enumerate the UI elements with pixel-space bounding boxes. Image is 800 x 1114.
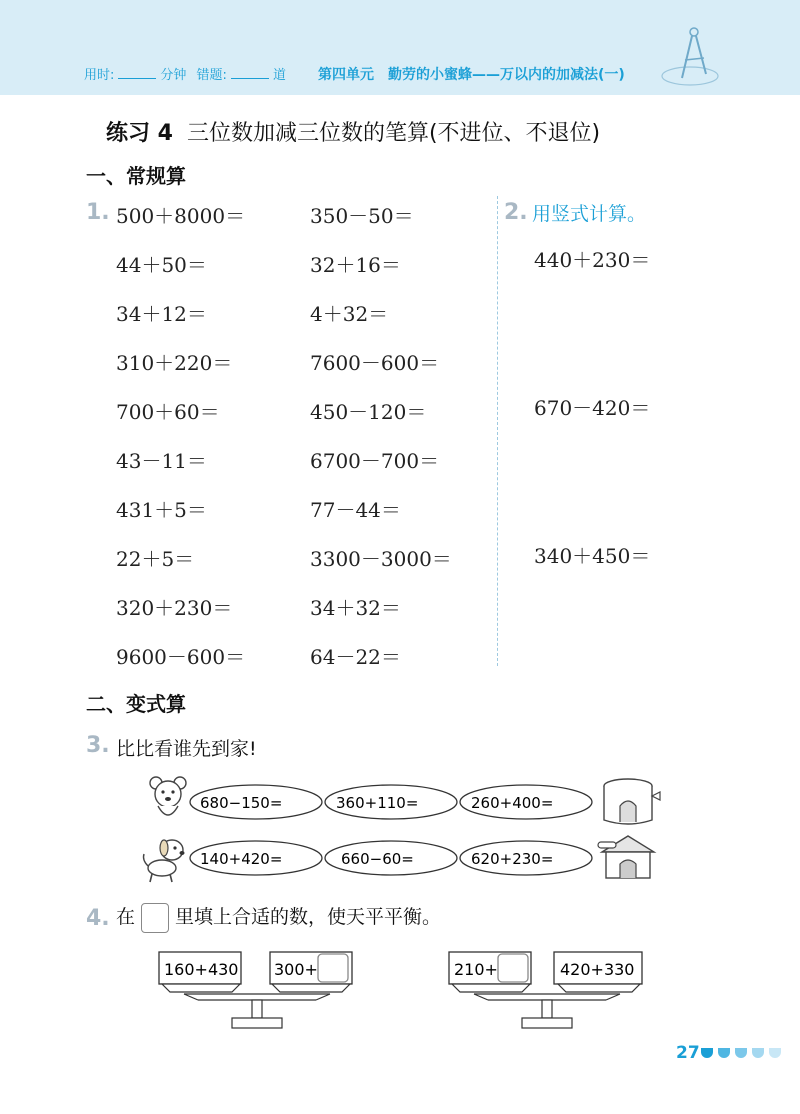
q1-col2-item-6: 6700－700＝	[310, 449, 440, 473]
scale-1-answer-box[interactable]	[318, 954, 348, 982]
q1-col1-item-1: 500＋8000＝	[116, 204, 246, 228]
q1-col2-item-10: 64－22＝	[310, 645, 401, 669]
q4-instruction	[116, 902, 441, 933]
scale-1-right-expr: 300+	[274, 960, 318, 979]
q1-col1-item-7: 431＋5＝	[116, 498, 207, 522]
q1-col1-item-10: 9600－600＝	[116, 645, 246, 669]
scale-2-left-expr: 210+	[454, 960, 498, 979]
column-divider	[497, 196, 498, 666]
q4-text-before: 在	[116, 906, 136, 928]
q3-expr-2-1: 140+420=	[200, 850, 283, 868]
q2-item-2: 670－420＝	[534, 396, 651, 420]
q1-col2-item-1: 350－50＝	[310, 204, 414, 228]
q1-col1-item-2: 44＋50＝	[116, 253, 207, 277]
doghouse-icon	[596, 830, 660, 882]
q3-expr-1-1: 680−150=	[200, 794, 283, 812]
q1-column-2	[310, 200, 452, 690]
q1-col2-item-4: 7600－600＝	[310, 351, 440, 375]
q1-col2-item-3: 4＋32＝	[310, 302, 389, 326]
section-1-heading: 一、常规算	[86, 164, 186, 188]
q3-row-1	[188, 782, 600, 822]
time-blank[interactable]	[118, 68, 156, 79]
q3-expr-2-3: 620+230=	[471, 850, 554, 868]
page-title	[106, 116, 600, 147]
q1-col2-item-7: 77－44＝	[310, 498, 401, 522]
q3-expr-2-2: 660−60=	[341, 850, 414, 868]
scale-2-right-expr: 420+330	[560, 960, 635, 979]
q4-text-after: 里填上合适的数，使天平平衡。	[175, 906, 442, 928]
time-field	[84, 64, 286, 83]
q1-col2-item-8: 3300－3000＝	[310, 547, 452, 571]
drop-icon	[752, 1048, 764, 1058]
page-number: 27	[676, 1043, 700, 1063]
q1-col1-item-6: 43－11＝	[116, 449, 207, 473]
exercise-label: 练习 4	[106, 121, 173, 146]
dog-icon	[140, 836, 192, 884]
errors-label: 错题:	[196, 68, 227, 83]
scale-2-answer-box[interactable]	[498, 954, 528, 982]
q3-row-2	[188, 838, 600, 878]
minute-label: 分钟	[160, 68, 187, 83]
drop-icon	[701, 1048, 713, 1058]
scale-2	[448, 946, 648, 1038]
q1-col1-item-9: 320＋230＝	[116, 596, 233, 620]
section-2-heading: 二、变式算	[86, 692, 186, 716]
q1-col2-item-5: 450－120＝	[310, 400, 427, 424]
q2-item-3: 340＋450＝	[534, 544, 651, 568]
q1-col2-item-9: 34＋32＝	[310, 596, 401, 620]
q1-col1-item-4: 310＋220＝	[116, 351, 233, 375]
q1-col2-item-2: 32＋16＝	[310, 253, 401, 277]
compass-icon	[660, 22, 720, 88]
time-label: 用时:	[84, 68, 115, 83]
q2-item-1: 440＋230＝	[534, 248, 651, 272]
scale-1	[158, 946, 358, 1038]
exercise-title: 三位数加减三位数的笔算(不进位、不退位)	[186, 121, 601, 146]
q1-col1-item-3: 34＋12＝	[116, 302, 207, 326]
q4-number: 4.	[86, 906, 110, 931]
unit-title: 第四单元 勤劳的小蜜蜂——万以内的加减法(一)	[318, 67, 625, 83]
q3-number: 3.	[86, 733, 110, 758]
drop-icon	[735, 1048, 747, 1058]
drop-icon	[769, 1048, 781, 1058]
answer-box-icon	[141, 903, 169, 933]
bear-icon	[146, 774, 190, 824]
drop-icon	[718, 1048, 730, 1058]
q1-column-1	[116, 200, 245, 690]
q2-instruction: 用竖式计算。	[532, 203, 647, 225]
q1-number: 1.	[86, 200, 110, 225]
q3-expr-1-2: 360+110=	[336, 794, 419, 812]
q1-col1-item-8: 22＋5＝	[116, 547, 195, 571]
scale-1-left-expr: 160+430	[164, 960, 239, 979]
questions-label: 道	[272, 68, 286, 83]
q2-number: 2.	[504, 200, 528, 225]
q3-expr-1-3: 260+400=	[471, 794, 554, 812]
q3-instruction: 比比看谁先到家!	[116, 738, 257, 760]
q1-col1-item-5: 700＋60＝	[116, 400, 220, 424]
errors-blank[interactable]	[231, 68, 269, 79]
stump-house-icon	[598, 776, 662, 826]
